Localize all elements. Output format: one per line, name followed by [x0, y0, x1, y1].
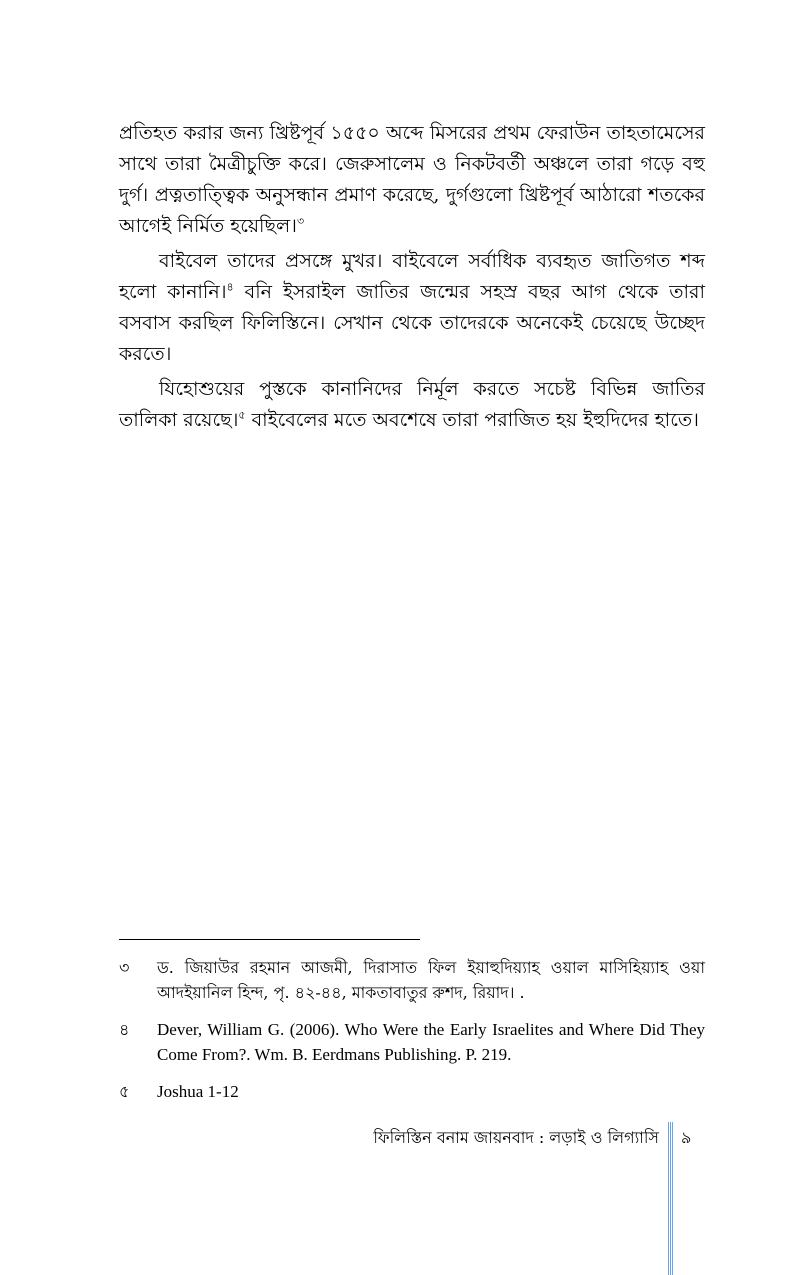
footnote-item-4 [119, 1017, 705, 1067]
footnote-item-5 [119, 1079, 705, 1104]
page-number: ৯ [681, 1128, 692, 1147]
footnote-number: ৫ [119, 1082, 130, 1101]
footnote-ref-3[interactable]: ৩ [296, 214, 305, 228]
footnote-text: ড. জিয়াউর রহমান আজমী, দিরাসাত ফিল ইয়াহুদিয়্যাহ ওয়াল মাসিহিয়্যাহ ওয়া আদইয়ানিল হিন্দ, পৃ. ৪২-৪৪, মাকতাবাতুর রুশদ, রিয়াদ। . [157, 958, 705, 1002]
footnote-ref-4[interactable]: ৪ [226, 280, 234, 294]
footnote-item-3 [119, 955, 705, 1005]
footnote-ref-5[interactable]: ৫ [238, 408, 246, 422]
paragraph-3-text-before: যিহোশুয়ের পুস্তকে কানানিদের নির্মূল করতে সচেষ্ট বিভিন্ন জাতির তালিকা রয়েছে। [119, 378, 705, 431]
paragraph-2-text-after: বনি ইসরাইল জাতির জন্মের সহস্র বছর আগ থেকে তারা বসবাস করছিল ফিলিস্তিনে। সেখান থেকে তাদেরকে অনেকেই চেয়েছে উচ্ছেদ করতে। [119, 281, 705, 365]
paragraph-3-text-after: বাইবেলের মতে অবশেষে তারা পরাজিত হয় ইহুদিদের হাতে। [245, 409, 699, 431]
paragraph-1-text: প্রতিহত করার জন্য খ্রিষ্টপূর্ব ১৫৫০ অব্দে মিসরের প্রথম ফেরাউন তাহতামেসের সাথে তারা মৈত্রীচুক্তি করে। জেরুসালেম ও নিকটবর্তী অঞ্চলে তারা গড়ে বহু দুর্গ। প্রত্নতাত্ত্বিক অনুসন্ধান প্রমাণ করেছে, দুর্গগুলো খ্রিষ্টপূর্ব আঠারো শতকের আগেই নির্মিত হয়েছিল। [119, 122, 705, 237]
footnote-number: ৪ [119, 1020, 130, 1039]
footnotes-section [119, 955, 705, 1116]
paragraph-2-text-before: বাইবেল তাদের প্রসঙ্গে মুখর। বাইবেলে সর্বাধিক ব্যবহৃত জাতিগত শব্দ হলো কানানি। [119, 250, 705, 303]
paragraph-1 [119, 118, 705, 242]
footnote-number: ৩ [119, 958, 130, 977]
footnote-text: Dever, William G. (2006). Who Were the Early Israelites and Where Did They Come From?. Wm. B. Eerdmans Publishing. P. 219. [157, 1020, 705, 1064]
running-title: ফিলিস্তিন বনাম জায়নবাদ : লড়াই ও লিগ্যাসি [373, 1128, 659, 1147]
footnote-separator [119, 939, 420, 940]
main-body-text [119, 118, 705, 440]
paragraph-3 [119, 374, 705, 436]
paragraph-2 [119, 246, 705, 370]
footnote-text: Joshua 1-12 [157, 1082, 239, 1101]
decorative-margin-bar [668, 1122, 674, 1275]
